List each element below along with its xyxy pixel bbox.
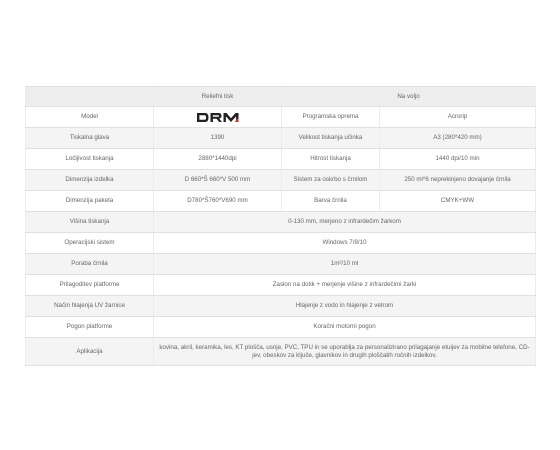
platform-drive-label: Pogon platforme — [26, 317, 154, 338]
table-row-print-height — [26, 212, 536, 233]
header-relief-print: Reliefni tisk — [154, 87, 282, 107]
print-speed-value: 1440 dpi/10 min — [380, 149, 536, 170]
product-dimension-value: D 660*Š 660*V 500 mm — [154, 170, 282, 191]
uv-cooling-label: Način hlajenja UV žarnice — [26, 296, 154, 317]
table-row-application — [26, 338, 536, 366]
resolution-label: Ločljivost tiskanja — [26, 149, 154, 170]
print-head-label: Tiskalna glava — [26, 128, 154, 149]
model-logo-cell — [154, 107, 282, 128]
operating-system-label: Operacijski sistem — [26, 233, 154, 254]
print-height-value: 0-130 mm, merjeno z infrardečim žarkom — [154, 212, 536, 233]
ink-supply-label: Sistem za oskrbo s črnilom — [282, 170, 380, 191]
table-row-resolution — [26, 149, 536, 170]
table-row-product-dimension — [26, 170, 536, 191]
print-height-label: Višina tiskanja — [26, 212, 154, 233]
resolution-value: 2880*1440dpi — [154, 149, 282, 170]
ink-color-value: CMYK+WW — [380, 191, 536, 212]
platform-drive-value: Koračni motorni pogon — [154, 317, 536, 338]
table-row-operating-system — [26, 233, 536, 254]
header-optional: Na voljo — [282, 87, 536, 107]
print-speed-label: Hitrost tiskanja — [282, 149, 380, 170]
table-row-platform-adjustment — [26, 275, 536, 296]
drm-logo — [196, 114, 240, 121]
package-dimension-label: Dimenzija paketa — [26, 191, 154, 212]
platform-adjustment-label: Prilagoditev platforme — [26, 275, 154, 296]
drm-logo-icon — [196, 112, 240, 123]
package-dimension-value: D780*Š760*V690 mm — [154, 191, 282, 212]
ink-consumption-value: 1m²/10 ml — [154, 254, 536, 275]
table-row-uv-cooling — [26, 296, 536, 317]
ink-color-label: Barva črnila — [282, 191, 380, 212]
operating-system-value: Windows 7/8/10 — [154, 233, 536, 254]
table-row-model — [26, 107, 536, 128]
header-empty-cell — [26, 87, 154, 107]
product-dimension-label: Dimenzija izdelka — [26, 170, 154, 191]
software-label: Programska oprema — [282, 107, 380, 128]
table-header-row — [26, 87, 536, 107]
ink-supply-value: 250 ml*6 neprekinjeno dovajanje črnila — [380, 170, 536, 191]
software-value: Acrorip — [380, 107, 536, 128]
specification-table — [25, 86, 536, 366]
model-label: Model — [26, 107, 154, 128]
table-row-package-dimension — [26, 191, 536, 212]
print-size-label: Velikost tiskanja učinka — [282, 128, 380, 149]
table-row-platform-drive — [26, 317, 536, 338]
application-value: kovina, akril, keramika, les, KT plošča, usnje, PVC, TPU in se uporablja za personalizirano prilagajanje etuijev za mobilne telefone, CD-jev, obeskov za ključe, glavnikov in drugih ploščatih ročnih izdelkov. — [154, 338, 536, 366]
table-row-ink-consumption — [26, 254, 536, 275]
ink-consumption-label: Poraba črnila — [26, 254, 154, 275]
platform-adjustment-value: Zaslon na dotik + merjenje višine z infrardečimi žarki — [154, 275, 536, 296]
application-label: Aplikacija — [26, 338, 154, 366]
print-size-value: A3 (280*420 mm) — [380, 128, 536, 149]
table-row-print-head — [26, 128, 536, 149]
uv-cooling-value: Hlajenje z vodo in hlajenje z vetrom — [154, 296, 536, 317]
print-head-value: 1390 — [154, 128, 282, 149]
